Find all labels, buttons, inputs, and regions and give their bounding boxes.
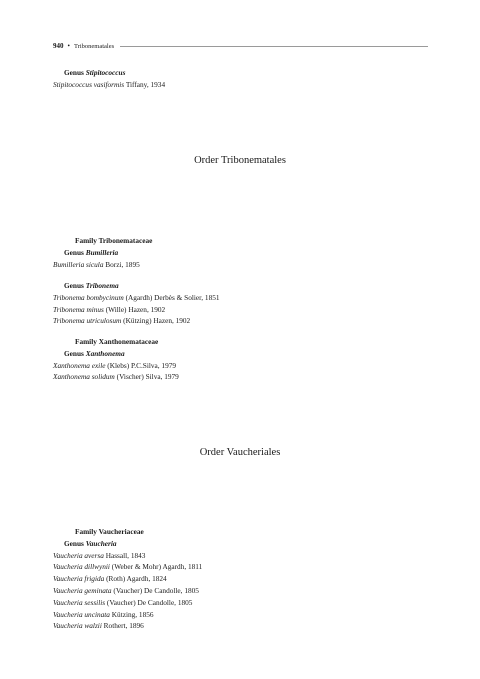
genus-block-stipitococcus	[53, 67, 433, 91]
genus-heading: Genus Vaucheria	[64, 538, 117, 548]
family-heading: Family Tribonemataceae	[75, 236, 153, 245]
family-heading: Family Xanthonemataceae	[75, 337, 159, 346]
genus-heading: Genus Bumilleria	[64, 247, 119, 257]
page-number: 940	[53, 42, 64, 50]
family-block-tribonemataceae	[53, 235, 433, 270]
genus-heading: Genus Tribonema	[64, 281, 119, 290]
species-entry: Vaucheria walzii Rothert, 1896	[53, 621, 144, 631]
genus-block-tribonema	[53, 280, 433, 327]
species-entry: Tribonema minus (Wille) Hazen, 1902	[53, 304, 166, 314]
species-entry: Tribonema utriculosum (Kützing) Hazen, 1902	[53, 316, 191, 326]
family-block-vaucheriaceae	[53, 526, 433, 632]
order-heading-vaucheriales: Order Vaucheriales	[199, 447, 281, 458]
header-rule	[120, 46, 428, 47]
species-entry: Vaucheria geminata (Vaucher) De Candolle, 1805	[53, 585, 199, 595]
species-entry: Vaucheria aversa Hassall, 1843	[53, 550, 146, 560]
species-entry: Bumilleria sicula Borzi, 1895	[53, 259, 140, 269]
running-title: Tribonematales	[73, 42, 115, 50]
species-entry: Tribonema bombycinum (Agardh) Derbès & Solier, 1851	[53, 292, 220, 302]
genus-heading: Genus Stipitococcus	[64, 68, 126, 77]
family-heading: Family Vaucheriaceae	[75, 527, 144, 536]
genus-heading: Genus Xanthonema	[64, 348, 125, 358]
family-block-xanthonemataceae	[53, 336, 433, 383]
species-entry: Vaucheria uncinata Kützing, 1856	[53, 609, 154, 619]
species-entry: Stipitococcus vasiformis Tiffany, 1934	[53, 79, 166, 89]
species-entry: Xanthonema exile (Klebs) P.C.Silva, 1979	[53, 360, 177, 370]
species-entry: Xanthonema solidum (Vischer) Silva, 1979	[53, 372, 179, 382]
species-entry: Vaucheria dillwynii (Weber & Mohr) Agardh, 1811	[53, 562, 203, 572]
species-entry: Vaucheria sessilis (Vaucher) De Candolle, 1805	[53, 597, 193, 607]
header-bullet: •	[67, 42, 70, 50]
species-entry: Vaucheria frigida (Roth) Agardh, 1824	[53, 574, 167, 584]
running-header	[53, 39, 428, 53]
order-heading-tribonematales: Order Tribonematales	[194, 155, 286, 166]
